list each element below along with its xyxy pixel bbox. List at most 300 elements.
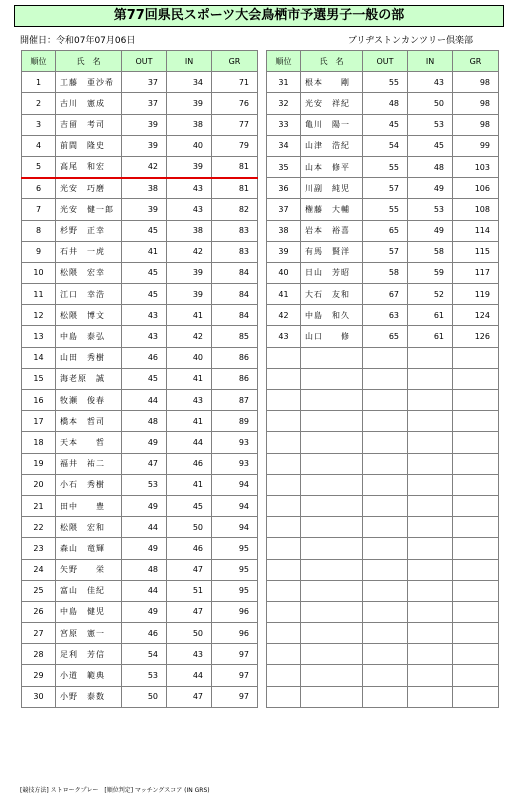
- cell-name: [301, 432, 363, 453]
- cell-name: 宮原 憲一: [56, 623, 122, 644]
- cell-rank: 15: [22, 368, 56, 389]
- table-row: [267, 178, 499, 199]
- cell-gross: 84: [212, 262, 258, 283]
- footer-note: [競技方法] ストロークプレー [順位判定] マッチングスコア (IN GRS): [20, 787, 210, 794]
- cell-rank: [267, 453, 301, 474]
- cell-in: 47: [167, 686, 212, 707]
- cell-in: 58: [408, 241, 453, 262]
- cell-out: [363, 411, 408, 432]
- header-in: IN: [408, 51, 453, 72]
- cell-rank: 39: [267, 241, 301, 262]
- table-row: [22, 623, 258, 644]
- cell-in: 44: [167, 432, 212, 453]
- table-row: [22, 644, 258, 665]
- cell-out: 48: [363, 93, 408, 114]
- cell-out: 43: [122, 305, 167, 326]
- cell-gross: [453, 559, 499, 580]
- cell-name: 杉野 正幸: [56, 220, 122, 241]
- cell-gross: 77: [212, 114, 258, 135]
- cell-out: 39: [122, 135, 167, 156]
- cell-gross: [453, 517, 499, 538]
- header-gross: GR: [212, 51, 258, 72]
- table-row: [267, 220, 499, 241]
- cell-name: 吉留 考司: [56, 114, 122, 135]
- table-row: [267, 284, 499, 305]
- cell-out: 55: [363, 199, 408, 220]
- table-row: [22, 390, 258, 411]
- cell-name: 根本 剛: [301, 72, 363, 93]
- cell-in: [408, 390, 453, 411]
- cell-out: 65: [363, 220, 408, 241]
- table-row: [22, 580, 258, 601]
- cell-rank: [267, 559, 301, 580]
- cell-in: 39: [167, 156, 212, 177]
- cell-rank: [267, 495, 301, 516]
- cell-rank: 26: [22, 601, 56, 622]
- cell-name: 光安 健一郎: [56, 199, 122, 220]
- cell-out: 45: [122, 262, 167, 283]
- table-row: [22, 241, 258, 262]
- cell-name: 中島 健児: [56, 601, 122, 622]
- cell-in: 50: [408, 93, 453, 114]
- cell-out: 55: [363, 156, 408, 177]
- cell-rank: 40: [267, 262, 301, 283]
- cell-name: 山口 修: [301, 326, 363, 347]
- cell-out: 65: [363, 326, 408, 347]
- empty-row: [267, 538, 499, 559]
- cell-in: 43: [167, 178, 212, 199]
- cell-gross: 93: [212, 432, 258, 453]
- cell-name: [301, 665, 363, 686]
- empty-row: [267, 601, 499, 622]
- cell-name: 岩本 裕喜: [301, 220, 363, 241]
- cell-name: 権藤 大輔: [301, 199, 363, 220]
- cell-name: 小道 範典: [56, 665, 122, 686]
- cell-gross: 98: [453, 72, 499, 93]
- cell-in: 41: [167, 474, 212, 495]
- cell-gross: 85: [212, 326, 258, 347]
- header-gross: GR: [453, 51, 499, 72]
- cell-out: 50: [122, 686, 167, 707]
- table-row: [267, 72, 499, 93]
- cell-out: [363, 432, 408, 453]
- cell-in: 50: [167, 517, 212, 538]
- cell-name: 前間 隆史: [56, 135, 122, 156]
- cell-out: 44: [122, 517, 167, 538]
- cell-name: [301, 623, 363, 644]
- cell-in: [408, 411, 453, 432]
- header-name: 氏 名: [301, 51, 363, 72]
- cell-name: 海老原 誠: [56, 368, 122, 389]
- cell-in: 38: [167, 220, 212, 241]
- cell-name: 川副 純児: [301, 178, 363, 199]
- cell-gross: 84: [212, 284, 258, 305]
- cell-in: 45: [408, 135, 453, 156]
- cell-rank: [267, 686, 301, 707]
- cell-rank: [267, 411, 301, 432]
- table-row: [22, 135, 258, 156]
- table-header-row: [267, 51, 499, 72]
- cell-out: 53: [122, 665, 167, 686]
- cell-rank: 19: [22, 453, 56, 474]
- cell-gross: 96: [212, 623, 258, 644]
- cell-gross: 98: [453, 114, 499, 135]
- cell-out: 57: [363, 241, 408, 262]
- cell-out: [363, 495, 408, 516]
- empty-row: [267, 665, 499, 686]
- header-name: 氏 名: [56, 51, 122, 72]
- event-date: 開催日：令和07年07月06日: [20, 36, 136, 46]
- cell-out: [363, 686, 408, 707]
- table-row: [22, 156, 258, 177]
- cell-gross: [453, 347, 499, 368]
- cell-gross: [453, 601, 499, 622]
- cell-rank: 28: [22, 644, 56, 665]
- cell-name: 中島 泰弘: [56, 326, 122, 347]
- cell-gross: 84: [212, 305, 258, 326]
- header-rank: 順位: [267, 51, 301, 72]
- cell-name: 光安 巧磨: [56, 178, 122, 199]
- table-row: [267, 241, 499, 262]
- cell-rank: [267, 623, 301, 644]
- cell-gross: 71: [212, 72, 258, 93]
- cell-out: 58: [363, 262, 408, 283]
- cell-name: 山田 秀樹: [56, 347, 122, 368]
- cell-out: [363, 347, 408, 368]
- cell-out: 38: [122, 178, 167, 199]
- empty-row: [267, 347, 499, 368]
- header-rank: 順位: [22, 51, 56, 72]
- cell-rank: 41: [267, 284, 301, 305]
- cell-gross: 93: [212, 453, 258, 474]
- cell-out: [363, 453, 408, 474]
- cell-in: [408, 368, 453, 389]
- cell-gross: 96: [212, 601, 258, 622]
- cell-in: 41: [167, 411, 212, 432]
- cell-rank: 6: [22, 178, 56, 199]
- cell-out: 44: [122, 580, 167, 601]
- cell-rank: 36: [267, 178, 301, 199]
- table-row: [22, 305, 258, 326]
- cell-gross: 82: [212, 199, 258, 220]
- cell-rank: 33: [267, 114, 301, 135]
- cell-gross: 114: [453, 220, 499, 241]
- cell-rank: 23: [22, 538, 56, 559]
- cell-out: 43: [122, 326, 167, 347]
- cell-in: 39: [167, 284, 212, 305]
- cell-rank: [267, 580, 301, 601]
- empty-row: [267, 623, 499, 644]
- cell-name: 橋本 哲司: [56, 411, 122, 432]
- table-row: [22, 601, 258, 622]
- cell-rank: 37: [267, 199, 301, 220]
- cell-gross: 79: [212, 135, 258, 156]
- cell-in: 39: [167, 262, 212, 283]
- cell-gross: 108: [453, 199, 499, 220]
- cell-in: 41: [167, 305, 212, 326]
- empty-row: [267, 517, 499, 538]
- cell-name: [301, 538, 363, 559]
- cell-out: [363, 390, 408, 411]
- cell-gross: 103: [453, 156, 499, 177]
- cell-in: 38: [167, 114, 212, 135]
- cell-rank: 42: [267, 305, 301, 326]
- cell-name: 福井 祐二: [56, 453, 122, 474]
- cell-gross: 126: [453, 326, 499, 347]
- cell-out: [363, 559, 408, 580]
- cell-out: 46: [122, 347, 167, 368]
- cell-gross: [453, 453, 499, 474]
- table-row: [22, 220, 258, 241]
- cell-rank: 10: [22, 262, 56, 283]
- cell-gross: 97: [212, 644, 258, 665]
- cell-gross: [453, 390, 499, 411]
- cell-out: [363, 517, 408, 538]
- cell-in: 40: [167, 135, 212, 156]
- cell-rank: [267, 368, 301, 389]
- cell-out: 49: [122, 495, 167, 516]
- cell-out: 48: [122, 411, 167, 432]
- table-row: [22, 411, 258, 432]
- cell-out: [363, 601, 408, 622]
- cell-name: 光安 祥紀: [301, 93, 363, 114]
- table-row: [267, 114, 499, 135]
- table-row: [267, 156, 499, 177]
- cell-in: 43: [167, 644, 212, 665]
- cell-rank: 32: [267, 93, 301, 114]
- cell-out: 57: [363, 178, 408, 199]
- cell-name: [301, 601, 363, 622]
- cell-gross: [453, 495, 499, 516]
- table-row: [267, 305, 499, 326]
- cell-rank: 5: [22, 156, 56, 177]
- cell-rank: [267, 665, 301, 686]
- cell-out: 48: [122, 559, 167, 580]
- cell-rank: 34: [267, 135, 301, 156]
- cell-in: 47: [167, 559, 212, 580]
- cell-rank: 13: [22, 326, 56, 347]
- cell-out: 45: [122, 220, 167, 241]
- table-row: [22, 72, 258, 93]
- cell-name: 矢野 栄: [56, 559, 122, 580]
- cell-out: 39: [122, 114, 167, 135]
- empty-row: [267, 495, 499, 516]
- cell-in: [408, 644, 453, 665]
- cell-name: 足利 芳信: [56, 644, 122, 665]
- empty-row: [267, 368, 499, 389]
- cell-in: 59: [408, 262, 453, 283]
- cell-in: 42: [167, 326, 212, 347]
- cell-gross: [453, 474, 499, 495]
- cell-name: 山津 浩紀: [301, 135, 363, 156]
- cell-gross: 124: [453, 305, 499, 326]
- cell-in: [408, 559, 453, 580]
- table-row: [22, 368, 258, 389]
- cell-in: 46: [167, 453, 212, 474]
- cell-gross: 81: [212, 156, 258, 177]
- table-row: [267, 135, 499, 156]
- cell-gross: 94: [212, 474, 258, 495]
- header-out: OUT: [122, 51, 167, 72]
- cell-name: [301, 390, 363, 411]
- cell-gross: 115: [453, 241, 499, 262]
- cell-in: 50: [167, 623, 212, 644]
- cell-rank: 1: [22, 72, 56, 93]
- cell-name: [301, 559, 363, 580]
- cell-name: 日山 芳昭: [301, 262, 363, 283]
- table-row: [267, 93, 499, 114]
- cell-out: 49: [122, 601, 167, 622]
- cell-rank: 18: [22, 432, 56, 453]
- cell-out: 63: [363, 305, 408, 326]
- table-row: [22, 284, 258, 305]
- table-row: [22, 474, 258, 495]
- cell-in: [408, 623, 453, 644]
- cell-out: 49: [122, 432, 167, 453]
- empty-row: [267, 580, 499, 601]
- cell-name: 石井 一虎: [56, 241, 122, 262]
- cell-gross: [453, 686, 499, 707]
- cell-in: 48: [408, 156, 453, 177]
- cell-name: 亀川 陽一: [301, 114, 363, 135]
- cell-out: 44: [122, 390, 167, 411]
- cell-rank: 2: [22, 93, 56, 114]
- cell-name: 大石 友和: [301, 284, 363, 305]
- cell-out: 55: [363, 72, 408, 93]
- cell-name: 田中 豊: [56, 495, 122, 516]
- cell-out: 46: [122, 623, 167, 644]
- table-row: [22, 432, 258, 453]
- cell-rank: 30: [22, 686, 56, 707]
- cell-out: [363, 665, 408, 686]
- cell-in: 42: [167, 241, 212, 262]
- cell-gross: 86: [212, 368, 258, 389]
- empty-row: [267, 559, 499, 580]
- cell-gross: [453, 644, 499, 665]
- cell-out: 39: [122, 199, 167, 220]
- cell-in: 41: [167, 368, 212, 389]
- table-row: [267, 262, 499, 283]
- cell-gross: 119: [453, 284, 499, 305]
- cell-gross: [453, 538, 499, 559]
- results-table-left: [21, 50, 258, 708]
- cell-rank: [267, 474, 301, 495]
- empty-row: [267, 474, 499, 495]
- cell-in: 49: [408, 220, 453, 241]
- cell-rank: [267, 390, 301, 411]
- header-in: IN: [167, 51, 212, 72]
- cell-in: [408, 517, 453, 538]
- cell-rank: 17: [22, 411, 56, 432]
- empty-row: [267, 432, 499, 453]
- cell-name: 小石 秀樹: [56, 474, 122, 495]
- empty-row: [267, 390, 499, 411]
- cell-gross: 76: [212, 93, 258, 114]
- cell-gross: 83: [212, 220, 258, 241]
- cell-out: 37: [122, 72, 167, 93]
- cell-out: [363, 474, 408, 495]
- cell-rank: 35: [267, 156, 301, 177]
- cell-rank: 9: [22, 241, 56, 262]
- cell-in: 61: [408, 305, 453, 326]
- cell-name: 江口 幸浩: [56, 284, 122, 305]
- table-row: [22, 686, 258, 707]
- cell-out: 49: [122, 538, 167, 559]
- cell-out: 41: [122, 241, 167, 262]
- table-row: [22, 517, 258, 538]
- cell-out: 45: [363, 114, 408, 135]
- cell-gross: 106: [453, 178, 499, 199]
- cell-rank: [267, 432, 301, 453]
- cell-out: 47: [122, 453, 167, 474]
- cell-gross: [453, 411, 499, 432]
- cell-name: [301, 453, 363, 474]
- cell-gross: 98: [453, 93, 499, 114]
- empty-row: [267, 686, 499, 707]
- cell-name: [301, 411, 363, 432]
- cell-out: 45: [122, 284, 167, 305]
- table-row: [22, 178, 258, 199]
- cell-gross: 87: [212, 390, 258, 411]
- cell-gross: 117: [453, 262, 499, 283]
- venue-name: ブリヂストンカンツリー倶楽部: [347, 36, 473, 46]
- empty-row: [267, 411, 499, 432]
- cell-rank: [267, 538, 301, 559]
- cell-out: 54: [363, 135, 408, 156]
- header-out: OUT: [363, 51, 408, 72]
- cell-gross: 81: [212, 178, 258, 199]
- cell-out: [363, 580, 408, 601]
- cell-rank: 24: [22, 559, 56, 580]
- cell-rank: 31: [267, 72, 301, 93]
- cell-rank: 4: [22, 135, 56, 156]
- cell-rank: 14: [22, 347, 56, 368]
- cell-in: 43: [408, 72, 453, 93]
- cell-in: [408, 538, 453, 559]
- cell-rank: 8: [22, 220, 56, 241]
- table-row: [22, 347, 258, 368]
- cell-name: 古川 憲成: [56, 93, 122, 114]
- table-row: [22, 559, 258, 580]
- cell-gross: 94: [212, 495, 258, 516]
- cell-name: 高尾 和宏: [56, 156, 122, 177]
- cell-rank: 20: [22, 474, 56, 495]
- table-row: [267, 326, 499, 347]
- table-header-row: [22, 51, 258, 72]
- cell-in: [408, 432, 453, 453]
- cell-in: [408, 665, 453, 686]
- table-row: [267, 199, 499, 220]
- cell-name: 森山 竜輝: [56, 538, 122, 559]
- results-table-right: [266, 50, 499, 708]
- cell-in: 52: [408, 284, 453, 305]
- cell-in: 51: [167, 580, 212, 601]
- cell-rank: [267, 517, 301, 538]
- cell-gross: 94: [212, 517, 258, 538]
- cell-in: 34: [167, 72, 212, 93]
- cell-in: 43: [167, 199, 212, 220]
- cell-name: [301, 580, 363, 601]
- table-row: [22, 199, 258, 220]
- cell-gross: [453, 580, 499, 601]
- cell-rank: 21: [22, 495, 56, 516]
- cell-name: 山本 修平: [301, 156, 363, 177]
- cell-rank: 7: [22, 199, 56, 220]
- cell-in: [408, 686, 453, 707]
- cell-name: 工藤 亜沙希: [56, 72, 122, 93]
- cell-in: [408, 601, 453, 622]
- table-row: [22, 93, 258, 114]
